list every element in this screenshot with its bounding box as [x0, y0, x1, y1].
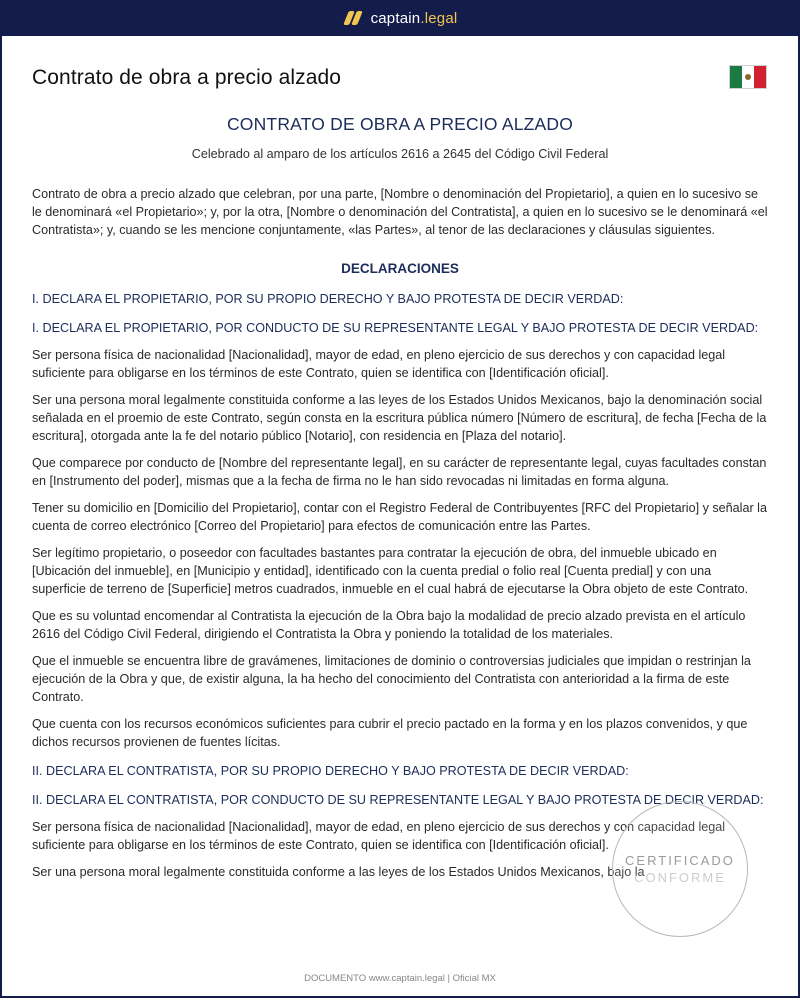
- declaration-paragraph: Que comparece por conducto de [Nombre del representante legal], en su carácter de representante legal, cuyas facultades constan en [Instrumento del poder], mismas que a la fecha de firma no le han sido revocadas ni limitadas en forma alguna.: [32, 456, 767, 488]
- brand-wordmark: [371, 10, 458, 27]
- brand-dot: .: [420, 9, 425, 27]
- contractor-declaration-heading-representative: II. DECLARA EL CONTRATISTA, POR CONDUCTO DE SU REPRESENTANTE LEGAL Y BAJO PROTESTA DE DECIR VERDAD:: [32, 793, 764, 807]
- declaration-paragraph: Que cuenta con los recursos económicos suficientes para cubrir el precio pactado en la forma y en los plazos convenidos, y que dichos recursos provienen de fuentes lícitas.: [32, 717, 748, 749]
- top-bar: [0, 0, 800, 36]
- document-body: [32, 110, 768, 952]
- document-subheading: Celebrado al amparo de los artículos 2616 a 2645 del Código Civil Federal: [191, 147, 609, 161]
- declaration-paragraph: Que el inmueble se encuentra libre de gravámenes, limitaciones de dominio o controversias judiciales que impidan o restrinjan la ejecución de la Obra y que, de existir alguna, la ha hecho del conocimiento del Contratista con anterioridad a la firma de este Contrato.: [32, 654, 751, 704]
- brand-logo[interactable]: [343, 10, 458, 27]
- declaration-paragraph: Ser una persona moral legalmente constituida conforme a las leyes de los Estados Unidos Mexicanos, bajo la: [32, 865, 645, 879]
- document-heading: CONTRATO DE OBRA A PRECIO ALZADO: [226, 114, 574, 134]
- owner-declaration-heading-own-right: I. DECLARA EL PROPIETARIO, POR SU PROPIO DERECHO Y BAJO PROTESTA DE DECIR VERDAD:: [32, 292, 624, 306]
- declaration-paragraph: Que es su voluntad encomendar al Contratista la ejecución de la Obra bajo la modalidad de precio alzado prevista en el artículo 2616 del Código Civil Federal, dirigiendo el Contratista la Obra y poniendo la totalidad de los materiales.: [32, 609, 746, 641]
- intro-paragraph: Contrato de obra a precio alzado que celebran, por una parte, [Nombre o denominación del Propietario], a quien en lo sucesivo se le denominará «el Propietario»; y, por la otra, [Nombre o denominación del Contratista], a quien en lo sucesivo se le denominará «el Contratista»; y, cuando se les mencione conjuntamente, «las Partes», al tenor de las declaraciones y cláusulas siguientes.: [32, 187, 768, 237]
- owner-declaration-heading-representative: I. DECLARA EL PROPIETARIO, POR CONDUCTO DE SU REPRESENTANTE LEGAL Y BAJO PROTESTA DE DECIR VERDAD:: [32, 321, 759, 335]
- section-title-declaraciones: DECLARACIONES: [341, 261, 459, 276]
- seal-line-2: CONFORME: [634, 870, 726, 885]
- seal-line-1: CERTIFICADO: [625, 853, 735, 868]
- captain-legal-logo-icon: [343, 10, 363, 26]
- declaration-paragraph: Ser legítimo propietario, o poseedor con facultades bastantes para contratar la ejecución de obra, del inmueble ubicado en [Ubicación del inmueble], en [Municipio y entidad], identificado con la cuenta predial o folio real [Cuenta predial] y con una superficie de terreno de [Superficie] metros cuadrados, inmueble en el cual habrá de ejecutarse la Obra objeto de este Contrato.: [32, 546, 749, 596]
- mexico-flag-icon: [729, 65, 767, 89]
- declaration-paragraph: Ser persona física de nacionalidad [Nacionalidad], mayor de edad, en pleno ejercicio de sus derechos y con capacidad legal suficiente para obligarse en los términos de este Contrato, quien se identifica con [Identificación oficial].: [32, 348, 726, 380]
- declaration-paragraph: Ser persona física de nacionalidad [Nacionalidad], mayor de edad, en pleno ejercicio de sus derechos y con capacidad legal suficiente para obligarse en los términos de este Contrato, quien se identifica con [Identificación oficial].: [32, 820, 726, 852]
- brand-tld: legal: [424, 9, 458, 27]
- contractor-declaration-heading-own-right: II. DECLARA EL CONTRATISTA, POR SU PROPIO DERECHO Y BAJO PROTESTA DE DECIR VERDAD:: [32, 764, 629, 778]
- page-footer: DOCUMENTO www.captain.legal | Oficial MX: [304, 973, 496, 984]
- page-title: Contrato de obra a precio alzado: [32, 66, 342, 89]
- declaration-paragraph: Tener su domicilio en [Domicilio del Propietario], contar con el Registro Federal de Contribuyentes [RFC del Propietario] y señalar la cuenta de correo electrónico [Correo del Propietario] para efectos de comunicación entre las Partes.: [32, 501, 767, 533]
- declaration-paragraph: Ser una persona moral legalmente constituida conforme a las leyes de los Estados Unidos Mexicanos, bajo la denominación social señalada en el proemio de este Contrato, según consta en la escritura pública número [Número de escritura], de fecha [Fecha de la escritura], otorgada ante la fe del notario público [Notario], con residencia en [Plaza del notario].: [32, 393, 767, 443]
- brand-name: captain: [370, 9, 421, 27]
